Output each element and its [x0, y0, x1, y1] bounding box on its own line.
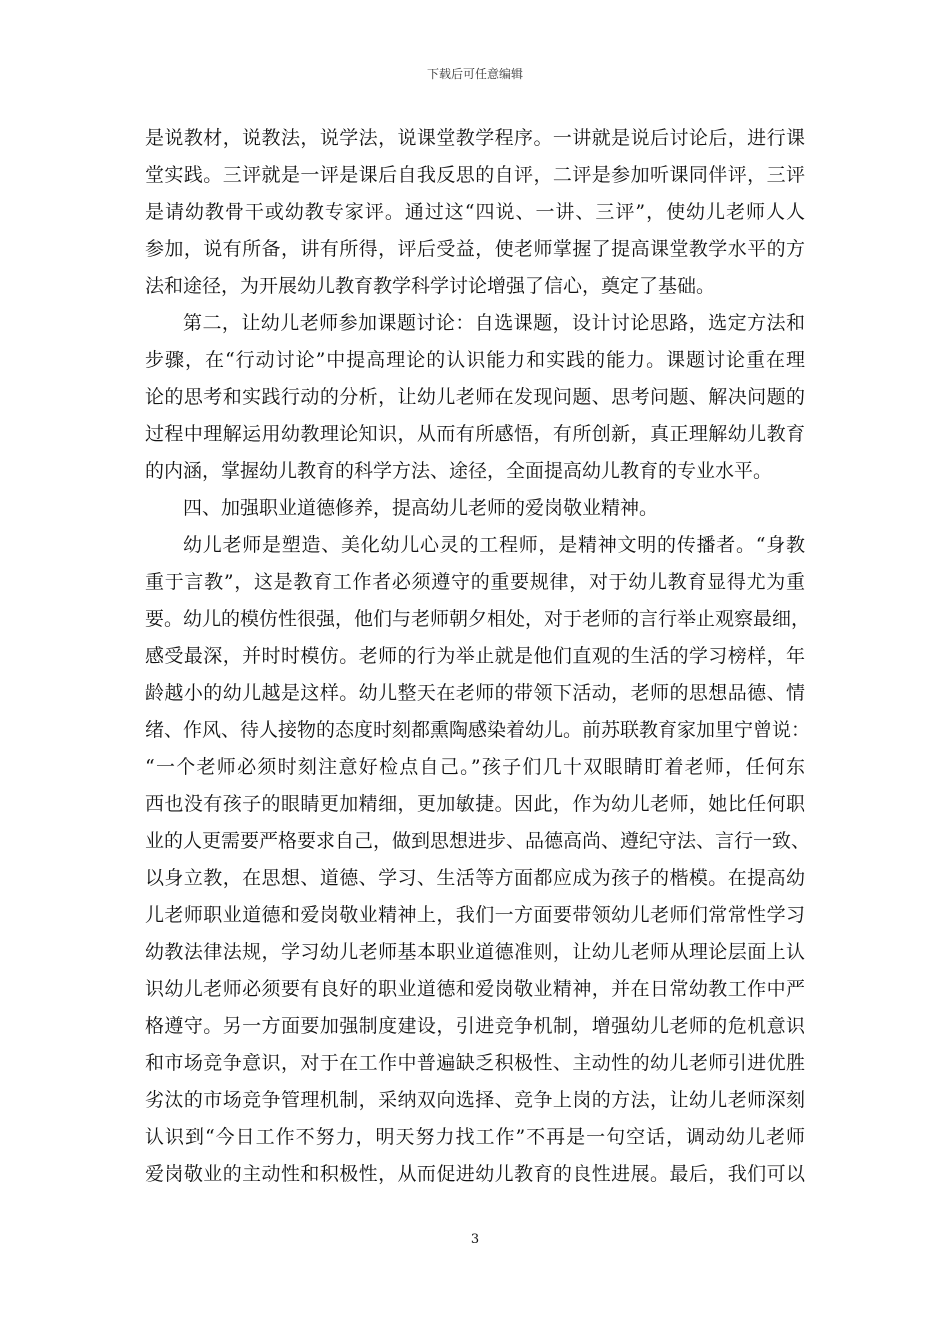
text-line: 是说教材，说教法，说学法，说课堂教学程序。一讲就是说后讨论后，进行课: [145, 127, 805, 149]
text-line: 劣汰的市场竞争管理机制，采纳双向选择、竞争上岗的方法，让幼儿老师深刻: [145, 1089, 805, 1111]
text-line: 认识到“今日工作不努力，明天努力找工作”不再是一句空话，调动幼儿老师: [145, 1126, 805, 1148]
text-line: 以身立教，在思想、道德、学习、生活等方面都应成为孩子的楷模。在提高幼: [145, 867, 805, 889]
text-line: 要。幼儿的模仿性很强，他们与老师朝夕相处，对于老师的言行举止观察最细，: [145, 608, 811, 630]
text-line: 的内涵，掌握幼儿教育的科学方法、途径，全面提高幼儿教育的专业水平。: [145, 460, 773, 482]
text-line: 重于言教”，这是教育工作者必须遵守的重要规律，对于幼儿教育显得尤为重: [145, 571, 805, 593]
text-line: 龄越小的幼儿越是这样。幼儿整天在老师的带领下活动，老师的思想品德、情: [145, 682, 805, 704]
text-line: 识幼儿老师必须要有良好的职业道德和爱岗敬业精神，并在日常幼教工作中严: [145, 978, 805, 1000]
text-line: 爱岗敬业的主动性和积极性，从而促进幼儿教育的良性进展。最后，我们可以: [145, 1163, 805, 1185]
text-line: 参加，说有所备，讲有所得，评后受益，使老师掌握了提高课堂教学水平的方: [145, 238, 805, 260]
section-heading: 四、加强职业道德修养，提高幼儿老师的爱岗敬业精神。: [183, 497, 659, 519]
text-line: 法和途径，为开展幼儿教育教学科学讨论增强了信心，奠定了基础。: [145, 275, 716, 297]
text-line: “一个老师必须时刻注意好检点自己。”孩子们几十双眼睛盯着老师，任何东: [145, 756, 805, 778]
text-line: 堂实践。三评就是一评是课后自我反思的自评，二评是参加听课同伴评，三评: [145, 164, 805, 186]
text-line: 幼教法律法规，学习幼儿老师基本职业道德准则，让幼儿老师从理论层面上认: [145, 941, 805, 963]
text-line: 步骤，在“行动讨论”中提高理论的认识能力和实践的能力。课题讨论重在理: [145, 349, 805, 371]
text-line: 儿老师职业道德和爱岗敬业精神上，我们一方面要带领幼儿老师们常常性学习: [145, 904, 805, 926]
text-line: 是请幼教骨干或幼教专家评。通过这“四说、一讲、三评”，使幼儿老师人人: [145, 201, 805, 223]
page-header: 下载后可任意编辑: [426, 67, 523, 81]
text-line: 格遵守。另一方面要加强制度建设，引进竞争机制，增强幼儿老师的危机意识: [145, 1015, 805, 1037]
text-line: 感受最深，并时时模仿。老师的行为举止就是他们直观的生活的学习榜样，年: [145, 645, 805, 667]
text-line: 过程中理解运用幼教理论知识，从而有所感悟，有所创新，真正理解幼儿教育: [145, 423, 805, 445]
text-line: 绪、作风、待人接物的态度时刻都熏陶感染着幼儿。前苏联教育家加里宁曾说：: [145, 719, 811, 741]
paragraph-start-line: 幼儿老师是塑造、美化幼儿心灵的工程师，是精神文明的传播者。“身教: [183, 534, 805, 556]
paragraph-start-line: 第二，让幼儿老师参加课题讨论：自选课题，设计讨论思路，选定方法和: [183, 312, 805, 334]
text-line: 业的人更需要严格要求自己，做到思想进步、品德高尚、遵纪守法、言行一致、: [145, 830, 811, 852]
text-line: 和市场竞争意识，对于在工作中普遍缺乏积极性、主动性的幼儿老师引进优胜: [145, 1052, 805, 1074]
text-line: 论的思考和实践行动的分析，让幼儿老师在发现问题、思考问题、解决问题的: [145, 386, 805, 408]
page-number: 3: [470, 1232, 480, 1247]
text-line: 西也没有孩子的眼睛更加精细，更加敏捷。因此，作为幼儿老师，她比任何职: [145, 793, 805, 815]
document-body: [145, 120, 811, 1193]
